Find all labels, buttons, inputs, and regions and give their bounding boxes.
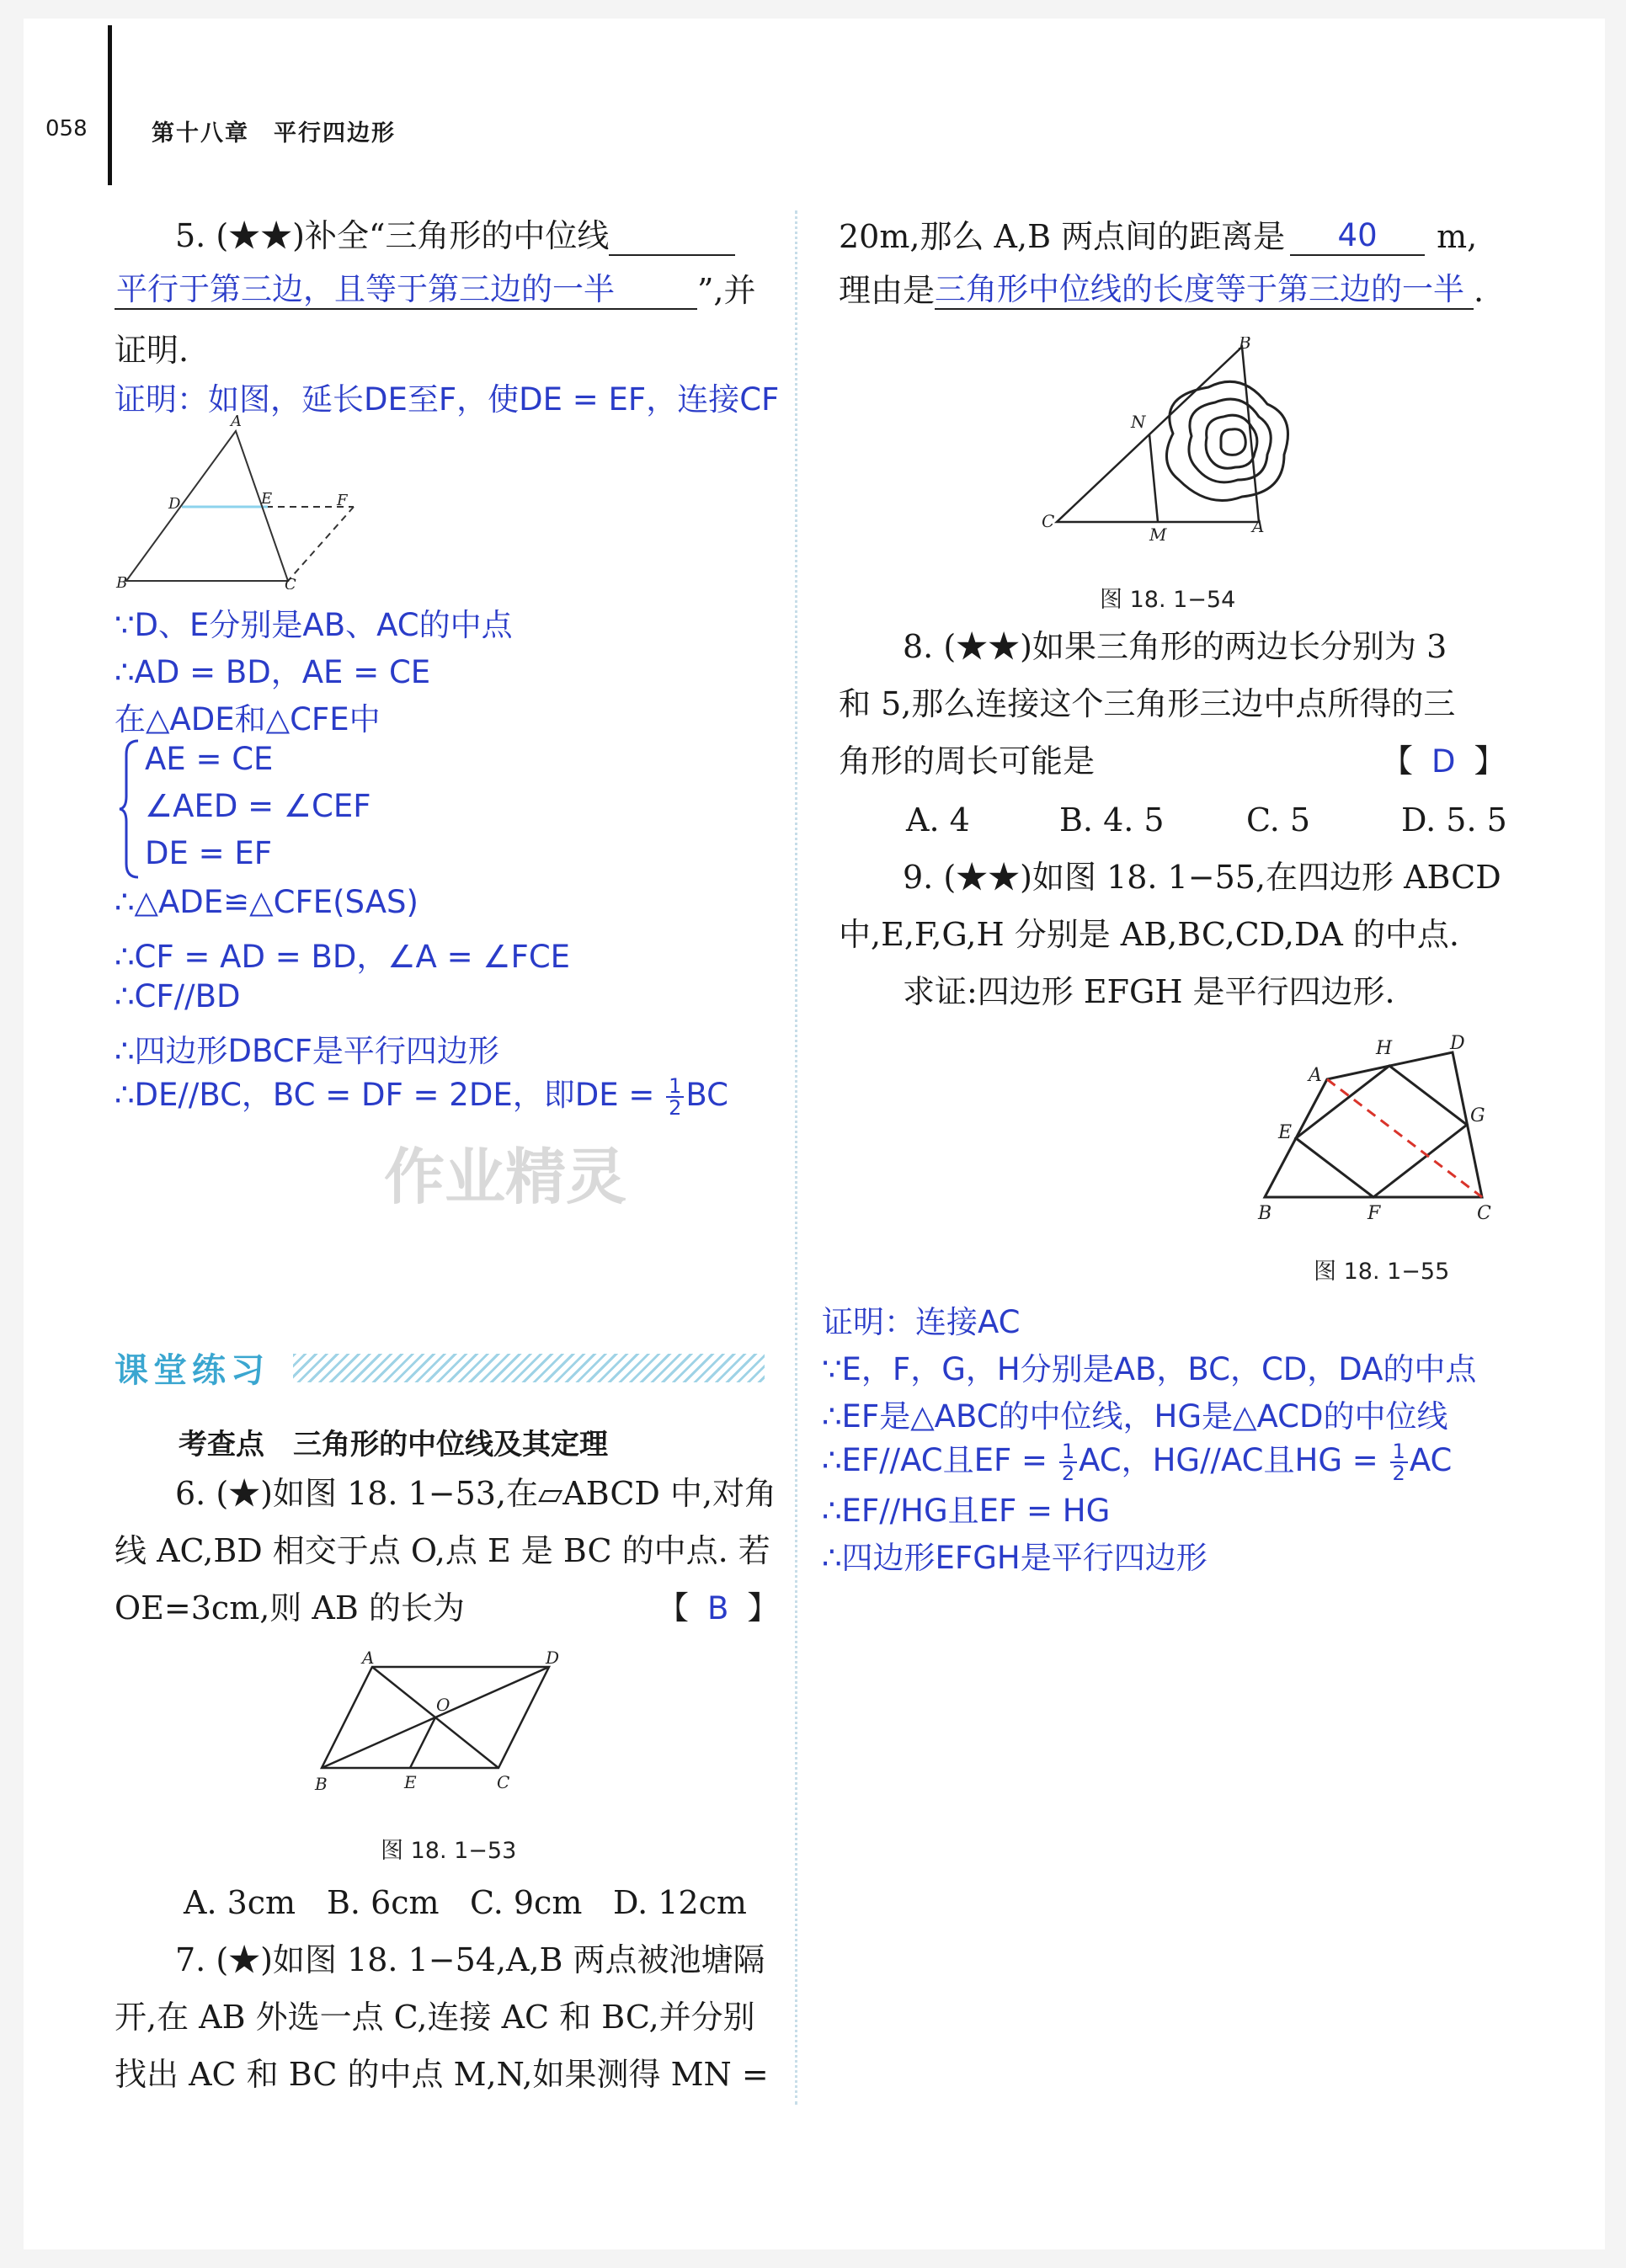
q5-fraction <box>666 1073 684 1120</box>
q9-proof-3: ∴EF是△ABC的中位线，HG是△ACD的中位线 <box>822 1398 1448 1435</box>
q8-answer-bracket <box>1381 743 1506 781</box>
q5-triangle-figure <box>109 413 362 589</box>
q6-bracket-left: 【 <box>657 1589 690 1626</box>
q6-fig-label-e: E <box>404 1772 417 1792</box>
q6-fig-label-o: O <box>436 1695 450 1715</box>
q6-fig-label-a: A <box>362 1650 375 1668</box>
q5-proof-6: ∠AED = ∠CEF <box>145 788 371 824</box>
q8-option-b: B. 4. 5 <box>1059 801 1165 839</box>
q5-proof-12-text: ∴DE//BC，BC = DF = 2DE，即DE = <box>115 1077 665 1113</box>
q7-fig-label-n: N <box>1131 412 1146 432</box>
section-hatch <box>293 1354 765 1382</box>
q9-proof-5: ∴EF//HG且EF = HG <box>822 1493 1111 1529</box>
q9-proof-6: ∴四边形EFGH是平行四边形 <box>822 1540 1208 1576</box>
q8-line3: 角形的周长可能是 <box>839 743 1096 780</box>
q7-line3: 找出 AC 和 BC 的中点 M,N,如果测得 MN = <box>115 2056 769 2093</box>
q9-proof-2: ∵E，F，G，H分别是AB，BC，CD，DA的中点 <box>822 1351 1477 1387</box>
q9-fraction-2 <box>1390 1441 1408 1483</box>
q5-proof-4: 在△ADE和△CFE中 <box>115 701 381 737</box>
q8-option-c: C. 5 <box>1246 801 1311 839</box>
q9-line1: 9. (★★)如图 18. 1−55,在四边形 ABCD <box>903 859 1501 896</box>
q7-answer-reason: 三角形中位线的长度等于第三边的一半 <box>935 271 1474 310</box>
q7-fig-triangle <box>1057 347 1259 522</box>
q9-caption: 图 18. 1−55 <box>1314 1259 1450 1285</box>
q7-answer-distance: 40 <box>1290 217 1425 256</box>
q6-option-c: C. 9cm <box>470 1884 583 1921</box>
q8-line2: 和 5,那么连接这个三角形三边中点所得的三 <box>839 685 1456 722</box>
q7-line1: 7. (★)如图 18. 1−54,A,B 两点被池塘隔 <box>175 1941 765 1978</box>
q7-caption: 图 18. 1−54 <box>1100 587 1236 613</box>
q5-proof-1: 证明：如图，延长DE至F，使DE = EF，连接CF <box>115 381 780 418</box>
q9-proof-4 <box>822 1435 1452 1483</box>
q5-fig-label-e: E <box>261 490 273 508</box>
q9-fraction-1 <box>1059 1441 1077 1483</box>
q7-fig-label-b: B <box>1239 337 1251 353</box>
q5-fig-label-c: C <box>285 576 296 589</box>
q5-stem-start: 5. (★★)补全“三角形的中位线 <box>175 217 610 254</box>
q6-fig-label-b: B <box>315 1774 328 1794</box>
q5-fig-cf <box>288 507 354 581</box>
q9-fig-label-a: A <box>1309 1065 1322 1086</box>
q9-fig-abcd <box>1265 1052 1482 1197</box>
q9-frac2-num: 1 <box>1390 1441 1408 1463</box>
q8-answer: D <box>1431 743 1456 780</box>
q7-pond-figure <box>1032 337 1318 547</box>
q7-fig-pond-2 <box>1189 399 1271 482</box>
q8-option-d: D. 5. 5 <box>1401 801 1507 839</box>
q7-fig-label-m: M <box>1149 524 1167 545</box>
q6-caption: 图 18. 1−53 <box>381 1838 517 1864</box>
q5-proof-8: ∴△ADE≌△CFE(SAS) <box>115 884 418 920</box>
q7-fig-pond-3 <box>1206 415 1257 468</box>
section-title: 课堂练习 <box>115 1351 269 1390</box>
q8-bracket-left: 【 <box>1381 743 1414 780</box>
page-number: 058 <box>45 116 88 141</box>
q5-stem-line2 <box>115 271 756 310</box>
q6-answer-bracket <box>657 1589 779 1628</box>
column-divider <box>795 210 797 2105</box>
q6-option-d: D. 12cm <box>613 1884 747 1921</box>
watermark: 作业精灵 <box>384 1142 627 1212</box>
q5-proof-12 <box>115 1069 728 1118</box>
q7-line5 <box>839 271 1484 310</box>
q5-blank-tail <box>609 222 735 256</box>
q5-proof-7: DE = EF <box>145 835 273 871</box>
q9-proof-4-a: ∴EF//AC且EF = <box>822 1442 1058 1478</box>
q6-parallelogram-figure <box>312 1650 573 1802</box>
q9-fig-label-c: C <box>1477 1203 1491 1222</box>
q9-fig-label-d: D <box>1450 1033 1465 1054</box>
q6-option-a: A. 3cm <box>184 1884 296 1921</box>
q7-fig-mn <box>1149 434 1158 522</box>
q5-fig-label-a: A <box>231 413 242 430</box>
q7-line4 <box>839 217 1477 256</box>
q5-answer-blank: 平行于第三边，且等于第三边的一半 <box>115 271 697 310</box>
q9-frac2-den: 2 <box>1392 1461 1405 1485</box>
q5-proof-9: ∴CF = AD = BD，∠A = ∠FCE <box>115 939 571 975</box>
q8-option-a: A. 4 <box>906 801 970 839</box>
q5-fig-label-b: B <box>116 574 128 589</box>
q7-line2: 开,在 AB 外选一点 C,连接 AC 和 BC,并分别 <box>115 1999 755 2036</box>
q7-period: . <box>1474 271 1485 309</box>
q6-option-b: B. 6cm <box>327 1884 440 1921</box>
q7-fig-label-c: C <box>1042 511 1055 531</box>
q9-line2: 中,E,F,G,H 分别是 AB,BC,CD,DA 的中点. <box>839 916 1460 953</box>
q5-fig-label-d: D <box>168 495 181 513</box>
q7-unit: m, <box>1437 217 1478 255</box>
q8-line1: 8. (★★)如果三角形的两边长分别为 3 <box>903 628 1447 665</box>
q7-line4-text: 20m,那么 A,B 两点间的距离是 <box>839 217 1286 255</box>
q9-frac1-den: 2 <box>1061 1461 1075 1485</box>
q9-proof-1: 证明：连接AC <box>822 1304 1021 1340</box>
q7-fig-label-a: A <box>1252 516 1265 536</box>
q7-line5-text: 理由是 <box>839 271 936 309</box>
q7-fig-pond-4 <box>1221 429 1245 455</box>
q5-stem-line3: 证明. <box>115 332 189 369</box>
q5-proof-5: AE = CE <box>145 741 274 777</box>
q8-bracket-right: 】 <box>1474 743 1506 780</box>
q6-fig-label-c: C <box>497 1772 510 1792</box>
q5-proof-3: ∴AD = BD，AE = CE <box>115 654 431 690</box>
q9-proof-4-b: AC，HG//AC且HG = <box>1079 1442 1389 1478</box>
q5-proof-11: ∴四边形DBCF是平行四边形 <box>115 1033 499 1069</box>
q5-frac-den: 2 <box>669 1095 682 1120</box>
q6-line2: 线 AC,BD 相交于点 O,点 E 是 BC 的中点. 若 <box>115 1532 770 1569</box>
header-bar <box>108 25 112 185</box>
q5-brace <box>118 737 143 881</box>
q9-proof-4-c: AC <box>1409 1442 1453 1478</box>
q9-fig-label-h: H <box>1376 1038 1393 1059</box>
q9-fig-label-f: F <box>1367 1203 1381 1222</box>
q6-answer: B <box>707 1590 729 1626</box>
q9-fig-label-g: G <box>1470 1105 1485 1126</box>
section-point: 考查点 三角形的中位线及其定理 <box>179 1428 608 1461</box>
q5-proof-2: ∵D、E分别是AB、AC的中点 <box>115 607 513 643</box>
q5-proof-12-tail: BC <box>685 1077 728 1113</box>
q5-proof-10: ∴CF//BD <box>115 978 241 1014</box>
q6-line3: OE=3cm,则 AB 的长为 <box>115 1589 465 1626</box>
q5-stem-line1 <box>175 217 735 256</box>
q5-frac-num: 1 <box>666 1076 684 1098</box>
q9-line3: 求证:四边形 EFGH 是平行四边形. <box>903 973 1395 1010</box>
chapter-title: 第十八章 平行四边形 <box>152 120 396 146</box>
q5-fig-label-f: F <box>337 492 348 509</box>
q9-quadrilateral-figure <box>1246 1029 1507 1222</box>
q6-bracket-right: 】 <box>747 1589 780 1626</box>
q9-fig-label-e: E <box>1278 1122 1293 1143</box>
q6-fig-oe <box>410 1717 435 1768</box>
q9-fig-label-b: B <box>1258 1203 1272 1222</box>
q6-fig-label-d: D <box>546 1650 560 1668</box>
q9-frac1-num: 1 <box>1059 1441 1077 1463</box>
q5-stem-end: ”,并 <box>697 271 756 309</box>
q6-line1: 6. (★)如图 18. 1−53,在▱ABCD 中,对角 <box>175 1475 777 1512</box>
